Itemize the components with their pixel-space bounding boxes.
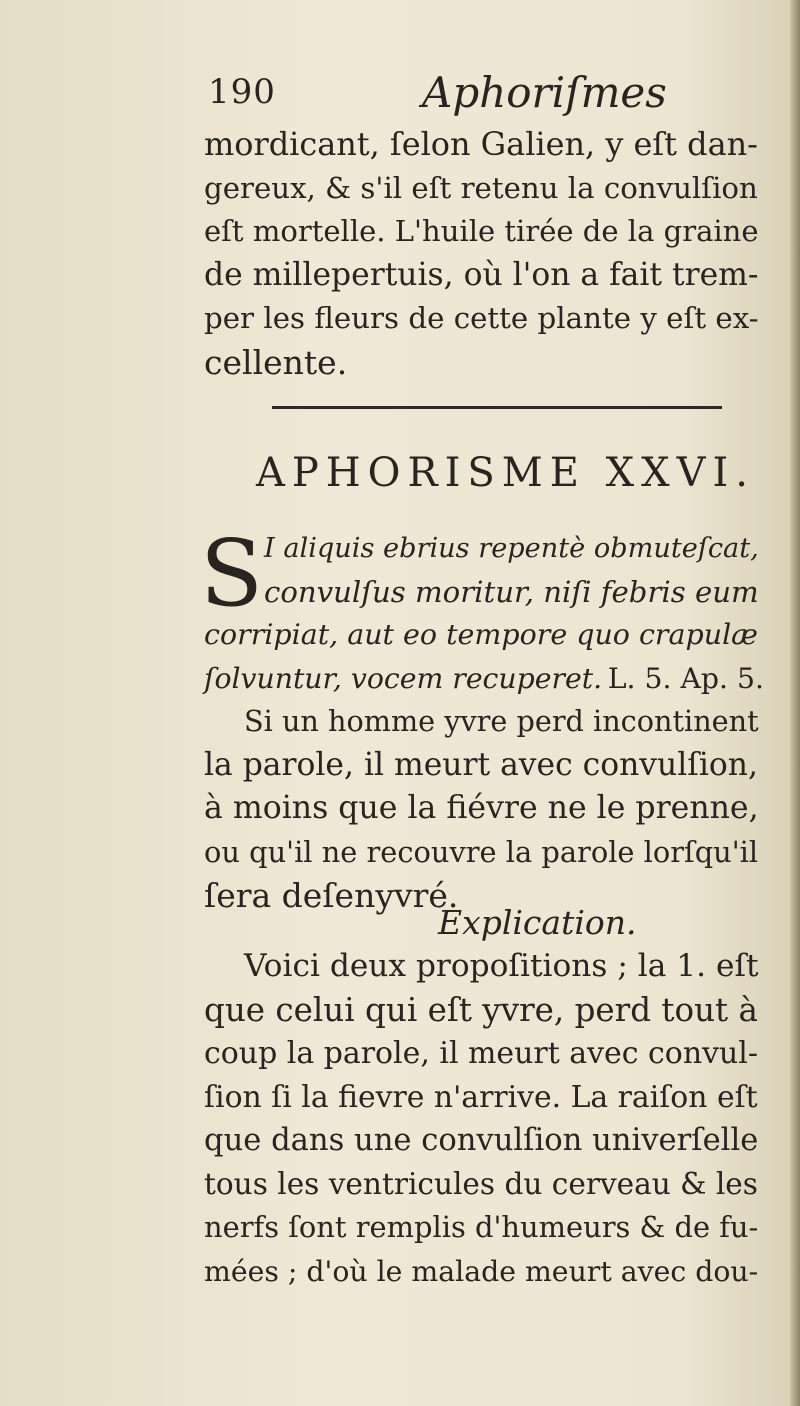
translation-line: ſera deſenyvré.: [204, 876, 459, 915]
explication-line: que dans une convulſion univerſelle: [204, 1123, 759, 1158]
explication-line: tous les ventricules du cerveau & les: [204, 1166, 758, 1201]
page-edge: [790, 0, 800, 1406]
text-line: eſt mortelle. L'huile tirée de la graine: [204, 214, 759, 248]
page-header: [208, 62, 768, 122]
explication-line: coup la parole, il meurt avec convul-: [204, 1036, 758, 1071]
translation-line: la parole, il meurt avec convulſion,: [204, 746, 758, 783]
page-number: 190: [208, 72, 276, 112]
aphorism-reference: L. 5. Ap. 5.: [607, 661, 764, 695]
top-paragraph: [204, 123, 764, 384]
explication-line: mées ; d'où le malade meurt avec dou-: [204, 1254, 759, 1288]
text-line: mordicant, ſelon Galien, y eſt dan-: [204, 125, 758, 163]
explication-heading: Explication.: [438, 903, 637, 942]
latin-text-first-lines: [264, 527, 764, 614]
latin-line: ſolvuntur, vocem recuperet.: [204, 661, 603, 695]
french-translation: [204, 700, 764, 918]
latin-line: I aliquis ebrius repentè obmuteſcat,: [264, 533, 759, 564]
translation-line: Si un homme yvre perd incontinent: [244, 704, 759, 738]
translation-line: à moins que la fiévre ne le prenne,: [204, 790, 759, 826]
explication-line: nerfs ſont remplis d'humeurs & de fu-: [204, 1210, 759, 1244]
latin-text: [204, 613, 764, 700]
explication-text: [204, 945, 764, 1293]
section-divider: [272, 406, 722, 409]
text-line: cellente.: [204, 342, 348, 382]
explication-line: que celui qui eſt yvre, perd tout à: [204, 990, 758, 1029]
text-line: gereux, & s'il eſt retenu la convulſion: [204, 170, 758, 205]
aphorism-title: APHORISME XXVI.: [256, 450, 756, 496]
translation-line: ou qu'il ne recouvre la parole lorſqu'il: [204, 834, 759, 869]
drop-cap: S: [200, 520, 264, 627]
latin-line: corripiat, aut eo tempore quo crapulæ: [204, 618, 758, 651]
explication-line: Voici deux propoſitions ; la 1. eſt: [244, 948, 759, 984]
text-line: per les fleurs de cette plante y eſt ex-: [204, 301, 759, 335]
latin-line-with-reference: [204, 657, 764, 701]
latin-line: convulſus moritur, niſi febris eum: [264, 574, 759, 609]
text-line: de millepertuis, où l'on a fait trem-: [204, 256, 759, 293]
running-head: Aphoriſmes: [422, 68, 667, 117]
explication-line: ſion ſi la fievre n'arrive. La raiſon eſt: [204, 1079, 758, 1115]
